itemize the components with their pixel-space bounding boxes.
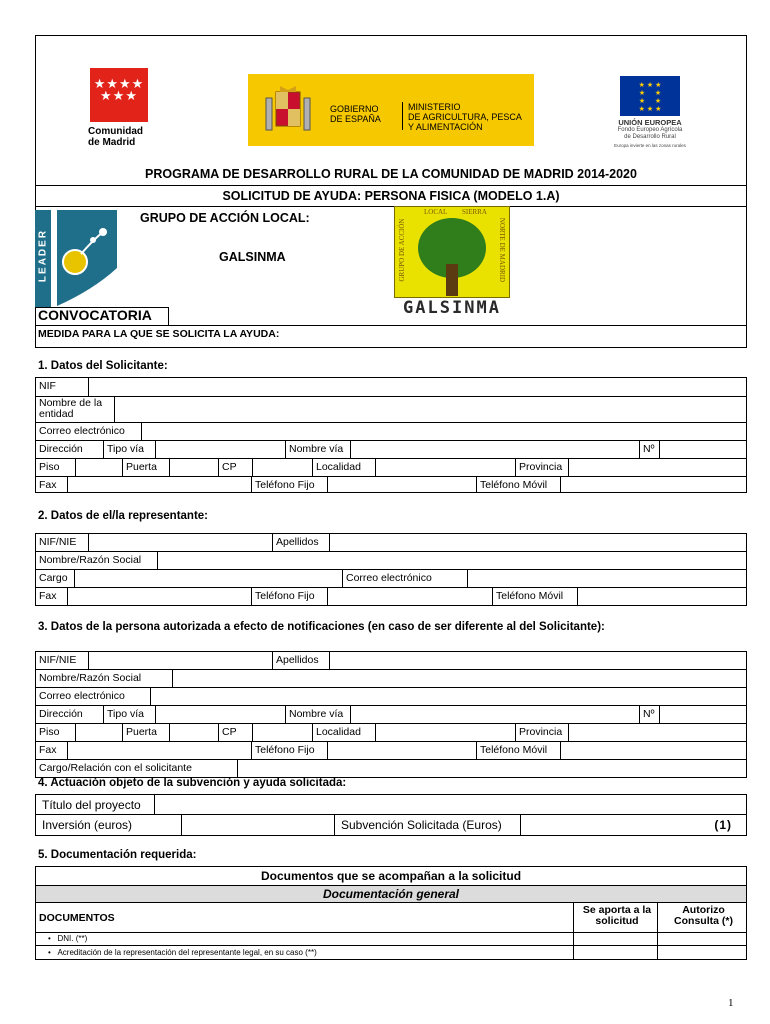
piso-not-input[interactable] — [76, 724, 123, 741]
eu-flag-icon: ★ ★ ★ ★ ★ ★ ★ ★ ★ ★ — [620, 76, 680, 116]
doc-dni-autorizo-checkbox[interactable] — [658, 933, 746, 945]
comunidad-label-2: de Madrid — [88, 137, 136, 148]
apellidos-not-label: Apellidos — [273, 652, 330, 669]
section5-title: 5. Documentación requerida: — [38, 849, 197, 861]
nif-label: NIF — [36, 378, 89, 396]
correo-not-input[interactable] — [151, 688, 746, 705]
nombre-via-input[interactable] — [351, 441, 640, 458]
fax-not-label: Fax — [36, 742, 68, 759]
numero-label: Nº — [640, 441, 660, 458]
titulo-proyecto-input[interactable] — [155, 795, 746, 814]
cp-not-label: CP — [219, 724, 253, 741]
tree-icon — [412, 214, 492, 296]
tel-movil-input[interactable] — [561, 477, 746, 493]
section4-title: 4. Actuación objeto de la subvención y ayuda solicitada: — [38, 777, 347, 789]
page-number: 1 — [728, 997, 734, 1009]
cargo-input[interactable] — [75, 570, 343, 587]
fax-input[interactable] — [68, 477, 252, 493]
piso-input[interactable] — [76, 459, 123, 476]
cp-not-input[interactable] — [253, 724, 313, 741]
convocatoria-label: CONVOCATORIA — [38, 307, 152, 323]
doc-dni-aporta-checkbox[interactable] — [574, 933, 658, 945]
doc-rep-aporta-checkbox[interactable] — [574, 946, 658, 960]
cp-input[interactable] — [253, 459, 313, 476]
tipo-via-not-label: Tipo vía — [104, 706, 156, 723]
tel-movil-rep-input[interactable] — [578, 588, 746, 606]
tipo-via-not-input[interactable] — [156, 706, 286, 723]
puerta-not-label: Puerta — [123, 724, 170, 741]
nota-1: (1) — [714, 818, 732, 832]
tel-fijo-not-label: Teléfono Fijo — [252, 742, 328, 759]
col-autorizo: Autorizo Consulta (*) — [674, 904, 733, 927]
nif-nie-input[interactable] — [89, 534, 273, 551]
provincia-input[interactable] — [569, 459, 746, 476]
numero-not-input[interactable] — [660, 706, 746, 723]
eu-line-4: Europa invierte en las zonas rurales — [614, 143, 686, 148]
eu-line-1: UNIÓN EUROPEA — [618, 118, 682, 127]
apellidos-not-input[interactable] — [330, 652, 746, 669]
nombre-via-not-input[interactable] — [351, 706, 640, 723]
tel-fijo-input[interactable] — [328, 477, 477, 493]
programa-title: PROGRAMA DE DESARROLLO RURAL DE LA COMUNIDAD DE MADRID 2014-2020 — [145, 167, 637, 181]
galsinma-logo — [394, 206, 510, 318]
fax-not-input[interactable] — [68, 742, 252, 759]
subvencion-input[interactable] — [521, 815, 746, 836]
ministerio-line-1: MINISTERIO — [408, 102, 461, 112]
grupo-accion-label: GRUPO DE ACCIÓN LOCAL: — [140, 211, 310, 225]
nombre-via-not-label: Nombre vía — [286, 706, 351, 723]
piso-not-label: Piso — [36, 724, 76, 741]
coat-of-arms-icon — [262, 84, 314, 138]
tel-movil-rep-label: Teléfono Móvil — [493, 588, 578, 606]
eu-line-2: Fondo Europeo Agrícola — [617, 127, 683, 133]
comunidad-madrid-logo: ★★★★ ★★★ Comunidad de Madrid — [88, 68, 150, 148]
correo-label: Correo electrónico — [36, 423, 142, 440]
eu-feader-logo — [600, 74, 700, 150]
nombre-razon-not-input[interactable] — [173, 670, 746, 687]
tel-movil-not-input[interactable] — [561, 742, 746, 759]
cargo-relacion-label: Cargo/Relación con el solicitante — [36, 760, 238, 778]
bullet-icon: • — [48, 948, 58, 957]
col-se-aporta: Se aporta a la solicitud — [574, 903, 658, 932]
provincia-not-label: Provincia — [516, 724, 569, 741]
nombre-entidad-label: Nombre de la entidad — [36, 397, 115, 422]
apellidos-input[interactable] — [330, 534, 746, 551]
representante-table — [35, 533, 747, 606]
logo-text-local: LOCAL — [424, 208, 448, 216]
grupo-accion-name: GALSINMA — [219, 250, 286, 264]
numero-not-label: Nº — [640, 706, 660, 723]
logo-text-grupo: GRUPO DE ACCIÓN — [398, 218, 406, 282]
tipo-via-input[interactable] — [156, 441, 286, 458]
nif-nie-not-input[interactable] — [89, 652, 273, 669]
puerta-label: Puerta — [123, 459, 170, 476]
nif-input[interactable] — [89, 378, 746, 396]
tipo-via-label: Tipo vía — [104, 441, 156, 458]
comunidad-label-1: Comunidad — [88, 126, 143, 137]
direccion-label: Dirección — [36, 441, 104, 458]
tel-movil-not-label: Teléfono Móvil — [477, 742, 561, 759]
doc-item-representacion — [36, 946, 574, 960]
gobierno-line-2: DE ESPAÑA — [330, 114, 381, 124]
doc-item-representacion-label: Acreditación de la representación del representante legal, en su caso (**) — [57, 948, 317, 957]
section3-title: 3. Datos de la persona autorizada a efecto de notificaciones (en caso de ser diferente al del Solicitante): — [38, 621, 605, 633]
correo-rep-input[interactable] — [468, 570, 746, 587]
nombre-razon-label: Nombre/Razón Social — [36, 552, 158, 569]
tel-movil-label: Teléfono Móvil — [477, 477, 561, 493]
cp-label: CP — [219, 459, 253, 476]
ministerio-line-3: Y ALIMENTACIÓN — [408, 122, 483, 132]
apellidos-label: Apellidos — [273, 534, 330, 551]
leader-logo — [35, 210, 117, 308]
nombre-via-label: Nombre vía — [286, 441, 351, 458]
doc-item-dni — [36, 933, 574, 945]
subvencion-label: Subvención Solicitada (Euros) — [335, 815, 521, 836]
titulo-proyecto-label: Título del proyecto — [36, 795, 155, 814]
documentacion-general-header: Documentación general — [322, 887, 460, 901]
medida-label: MEDIDA PARA LA QUE SE SOLICITA LA AYUDA: — [38, 328, 280, 340]
tel-fijo-rep-label: Teléfono Fijo — [252, 588, 328, 606]
localidad-not-input[interactable] — [376, 724, 516, 741]
ministerio-line-2: DE AGRICULTURA, PESCA — [408, 112, 522, 122]
localidad-input[interactable] — [376, 459, 516, 476]
nombre-razon-not-label: Nombre/Razón Social — [36, 670, 173, 687]
puerta-not-input[interactable] — [170, 724, 219, 741]
gobierno-espana-logo — [248, 74, 534, 146]
tel-fijo-not-input[interactable] — [328, 742, 477, 759]
doc-item-dni-label: DNI. (**) — [57, 934, 88, 943]
documentos-table-title: Documentos que se acompañan a la solicitud — [260, 869, 522, 883]
bullet-icon: • — [48, 934, 58, 943]
direccion-not-label: Dirección — [36, 706, 104, 723]
puerta-input[interactable] — [170, 459, 219, 476]
tel-fijo-label: Teléfono Fijo — [252, 477, 328, 493]
col-documentos: DOCUMENTOS — [36, 903, 574, 932]
correo-not-label: Correo electrónico — [36, 688, 151, 705]
piso-label: Piso — [36, 459, 76, 476]
fax-label: Fax — [36, 477, 68, 493]
doc-rep-autorizo-checkbox[interactable] — [658, 946, 746, 960]
localidad-label: Localidad — [313, 459, 376, 476]
logo-wordmark: GALSINMA — [403, 298, 501, 318]
leader-label: LEADER — [37, 228, 49, 283]
logo-text-norte: NORTE DE MADRID — [498, 217, 506, 283]
numero-input[interactable] — [660, 441, 746, 458]
inversion-input[interactable] — [182, 815, 335, 836]
leader-emblem-icon — [53, 210, 117, 308]
correo-rep-label: Correo electrónico — [343, 570, 468, 587]
logo-text-sierra: SIERRA — [462, 208, 487, 216]
cargo-relacion-input[interactable] — [238, 760, 746, 778]
correo-input[interactable] — [142, 423, 746, 440]
section1-title: 1. Datos del Solicitante: — [38, 360, 168, 372]
localidad-not-label: Localidad — [313, 724, 376, 741]
solicitud-title: SOLICITUD DE AYUDA: PERSONA FISICA (MODELO 1.A) — [222, 189, 560, 203]
nif-nie-label: NIF/NIE — [36, 534, 89, 551]
provincia-not-input[interactable] — [569, 724, 746, 741]
nombre-razon-input[interactable] — [158, 552, 746, 569]
nombre-entidad-input[interactable] — [115, 397, 746, 422]
inversion-label: Inversión (euros) — [36, 815, 182, 836]
gobierno-line-1: GOBIERNO — [330, 104, 379, 114]
tel-fijo-rep-input[interactable] — [328, 588, 493, 606]
actuacion-table — [35, 794, 747, 836]
notificaciones-table — [35, 651, 747, 778]
fax-rep-label: Fax — [36, 588, 68, 606]
cargo-label: Cargo — [36, 570, 75, 587]
section2-title: 2. Datos de el/la representante: — [38, 510, 209, 522]
solicitante-table — [35, 377, 747, 493]
nif-nie-not-label: NIF/NIE — [36, 652, 89, 669]
provincia-label: Provincia — [516, 459, 569, 476]
fax-rep-input[interactable] — [68, 588, 252, 606]
documentacion-table — [35, 866, 747, 960]
eu-line-3: de Desarrollo Rural — [624, 134, 676, 140]
